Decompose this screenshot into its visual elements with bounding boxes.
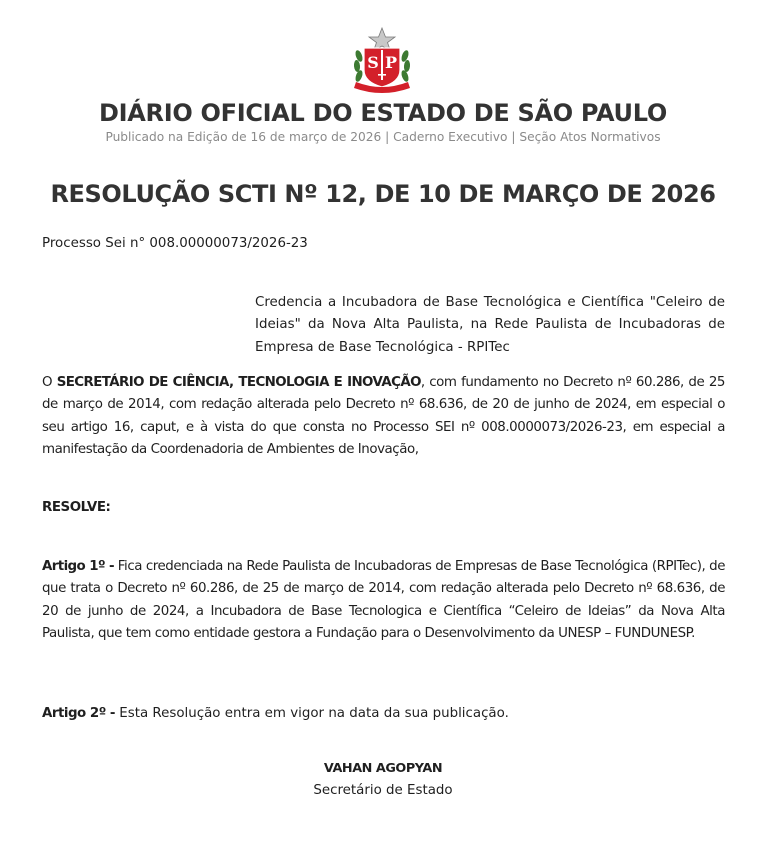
preamble-authority: SECRETÁRIO DE CIÊNCIA, TECNOLOGIA E INOVAÇÃO xyxy=(56,375,421,390)
signatory-name: VAHAN AGOPYAN xyxy=(323,761,443,776)
preamble xyxy=(42,372,725,461)
article-1 xyxy=(42,556,725,645)
resolve-label: RESOLVE: xyxy=(42,500,111,515)
publication-info: Publicado na Edição de 16 de março de 2026 | Caderno Executivo | Seção Atos Normativos xyxy=(105,130,661,144)
preamble-prefix: O xyxy=(42,375,57,390)
coat-of-arms-icon xyxy=(350,26,414,94)
signatory-role: Secretário de Estado xyxy=(313,783,453,798)
article-2-text: Esta Resolução entra em vigor na data da sua publicação. xyxy=(115,706,509,721)
process-number: Processo Sei n° 008.00000073/2026-23 xyxy=(42,236,308,251)
crest-letter-p: P xyxy=(384,53,398,72)
preamble-text: , com fundamento no Decreto nº 60.286, de 25 de março de 2014, com redação alterada pelo Decreto nº 68.636, de 20 de junho de 2024, em especial o seu artigo 16, caput, e à vista do que consta no Processo SEI nº 008.0000073/2026-23, em especial a manifestação da Coordenadoria de Ambientes de Inovação, xyxy=(42,375,725,457)
article-2 xyxy=(42,703,509,725)
ementa: Credencia a Incubadora de Base Tecnológica e Científica "Celeiro de Ideias" da Nova Alta Paulista, na Rede Paulista de Incubadoras de Empresa de Base Tecnológica - RPITec xyxy=(255,295,725,355)
article-2-label: Artigo 2º - xyxy=(42,706,115,721)
article-1-text: Fica credenciada na Rede Paulista de Incubadoras de Empresas de Base Tecnológica (RPITec), de que trata o Decreto nº 60.286, de 25 de março de 2014, com redação alterada pelo Decreto nº 68.636, de 20 de junho de 2024, a Incubadora de Base Tecnologica e Científica “Celeiro de Ideias” da Nova Alta Paulista, que tem como entidade gestora a Fundação para o Desenvolvimento da UNESP – FUNDUNESP. xyxy=(42,559,725,641)
masthead-title: DIÁRIO OFICIAL DO ESTADO DE SÃO PAULO xyxy=(99,99,667,127)
article-1-label: Artigo 1º - xyxy=(42,559,114,574)
crest-letter-s: S xyxy=(367,53,379,72)
resolution-title: RESOLUÇÃO SCTI Nº 12, DE 10 DE MARÇO DE 2026 xyxy=(50,180,716,208)
